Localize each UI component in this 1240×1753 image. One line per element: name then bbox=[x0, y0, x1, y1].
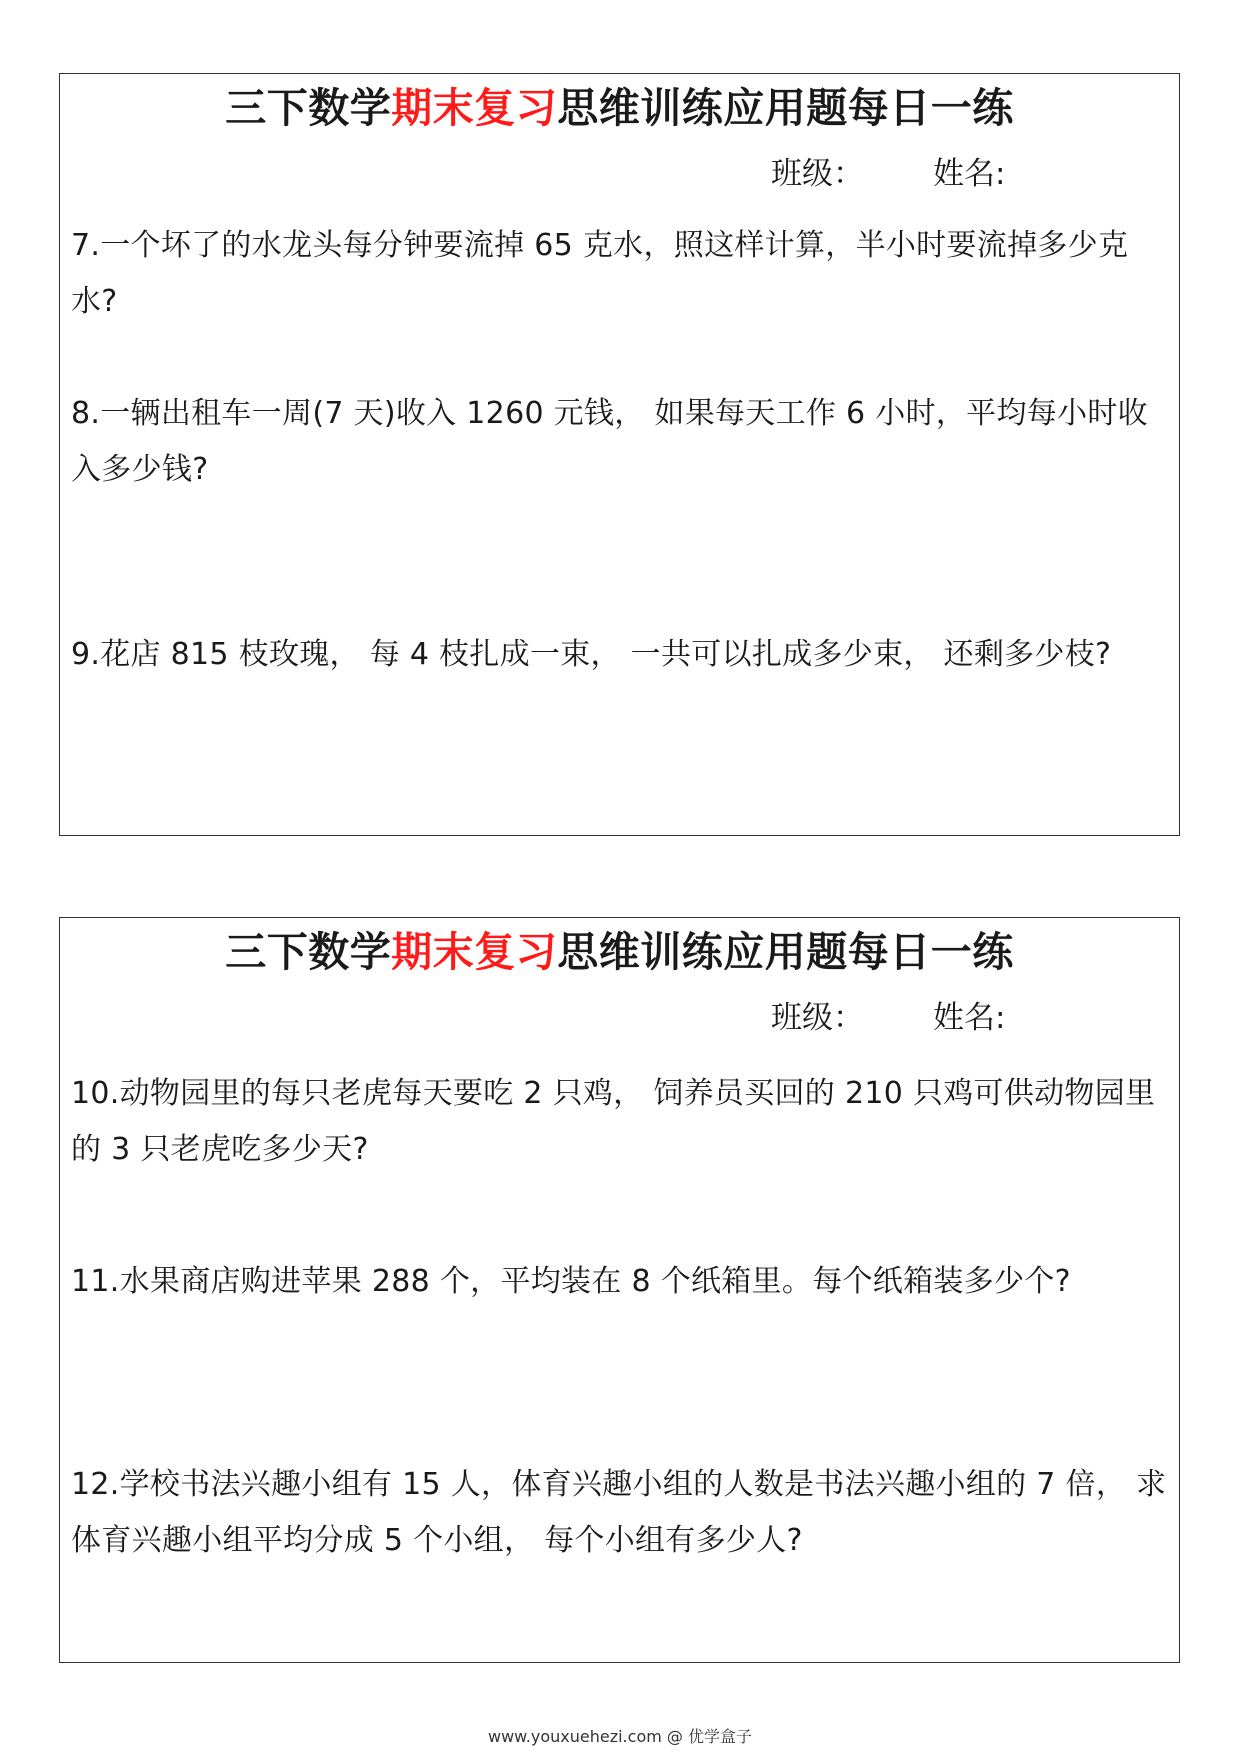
title-suffix: 思维训练应用题每日一练 bbox=[557, 928, 1014, 976]
title-prefix: 三下数学 bbox=[225, 928, 392, 976]
question-10: 10.动物园里的每只老虎每天要吃 2 只鸡， 饲养员买回的 210 只鸡可供动物园里的 3 只老虎吃多少天? bbox=[71, 1076, 1156, 1167]
question-8: 8.一辆出租车一周(7 天)收入 1260 元钱， 如果每天工作 6 小时，平均每小时收入多少钱? bbox=[71, 396, 1148, 487]
class-label: 班级： bbox=[771, 156, 864, 192]
question-7: 7.一个坏了的水龙头每分钟要流掉 65 克水，照这样计算，半小时要流掉多少克水? bbox=[71, 228, 1129, 319]
title-suffix: 思维训练应用题每日一练 bbox=[557, 84, 1014, 132]
title-highlight: 期末复习 bbox=[391, 928, 558, 976]
question-12: 12.学校书法兴趣小组有 15 人，体育兴趣小组的人数是书法兴趣小组的 7 倍， 求体育兴趣小组平均分成 5 个小组， 每个小组有多少人? bbox=[71, 1467, 1167, 1558]
title-prefix: 三下数学 bbox=[225, 84, 392, 132]
class-label: 班级： bbox=[771, 1000, 864, 1036]
worksheet-card-2 bbox=[59, 917, 1180, 1663]
question-9: 9.花店 815 枝玫瑰， 每 4 枝扎成一束， 一共可以扎成多少束， 还剩多少枝? bbox=[71, 637, 1112, 672]
worksheet-title bbox=[60, 926, 1179, 978]
name-label: 姓名: bbox=[933, 1000, 1006, 1036]
title-highlight: 期末复习 bbox=[391, 84, 558, 132]
worksheet-title bbox=[60, 82, 1179, 134]
question-11: 11.水果商店购进苹果 288 个，平均装在 8 个纸箱里。每个纸箱装多少个? bbox=[71, 1264, 1071, 1299]
footer-watermark: www.youxuehezi.com @ 优学盒子 bbox=[488, 1727, 752, 1746]
name-label: 姓名: bbox=[933, 156, 1006, 192]
worksheet-card-1 bbox=[59, 73, 1180, 836]
